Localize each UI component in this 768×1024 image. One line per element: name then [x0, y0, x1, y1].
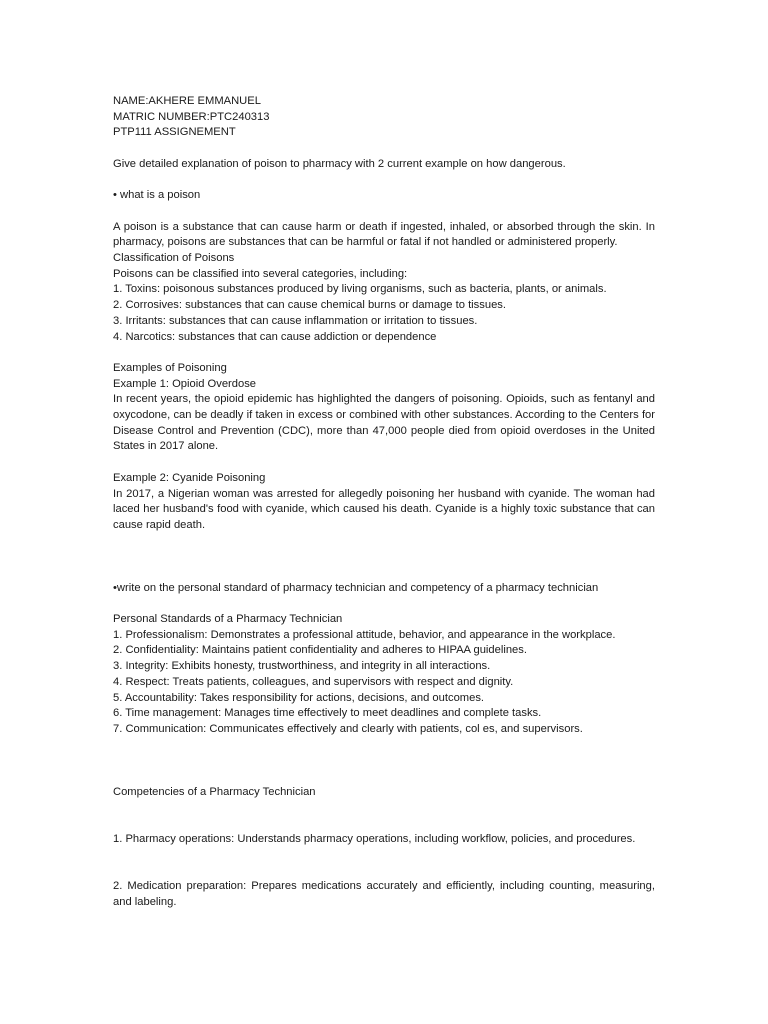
example-2-title: Example 2: Cyanide Poisoning [113, 471, 266, 484]
standards-item: 7. Communication: Communicates effectively and clearly with patients, col es, and supervisors. [113, 722, 583, 735]
standards-item: 2. Confidentiality: Maintains patient confidentiality and adheres to HIPAA guidelines. [113, 644, 527, 657]
bullet-personal-standards: •write on the personal standard of pharmacy technician and competency of a pharmacy technician [113, 581, 599, 594]
standards-item: 1. Professionalism: Demonstrates a professional attitude, behavior, and appearance in the workplace. [113, 628, 616, 641]
competency-item: 2. Medication preparation: Prepares medications accurately and efficiently, including counting, measuring, and labeling. [113, 879, 655, 908]
student-name: NAME:AKHERE EMMANUEL [113, 95, 261, 107]
example-1-text: In recent years, the opioid epidemic has highlighted the dangers of poisoning. Opioids, such as fentanyl and oxycodone, can be deadly if taken in excess or combined with other substances. According to the Centers for Disease Control and Prevention (CDC), more than 47,000 people died from opioid overdoses in the United States in 2017 alone. [113, 393, 655, 453]
competencies-heading: Competencies of a Pharmacy Technician [113, 785, 316, 798]
classification-item: 2. Corrosives: substances that can cause chemical burns or damage to tissues. [113, 299, 506, 312]
classification-intro: Poisons can be classified into several categories, including: [113, 267, 408, 280]
standards-item: 6. Time management: Manages time effectively to meet deadlines and complete tasks. [113, 707, 542, 720]
classification-item: 3. Irritants: substances that can cause inflammation or irritation to tissues. [113, 314, 478, 327]
bullet-what-is-poison: • what is a poison [113, 189, 201, 202]
assignment-title: PTP111 ASSIGNEMENT [113, 126, 236, 139]
document-page [113, 94, 655, 910]
classification-item: 4. Narcotics: substances that can cause addiction or dependence [113, 330, 437, 343]
poison-definition: A poison is a substance that can cause harm or death if ingested, inhaled, or absorbed through the skin. In pharmacy, poisons are substances that can be harmful or fatal if not handled or administered properly. [113, 220, 655, 249]
standards-item: 4. Respect: Treats patients, colleagues, and supervisors with respect and dignity. [113, 675, 514, 688]
example-1-title: Example 1: Opioid Overdose [113, 377, 257, 390]
classification-heading: Classification of Poisons [113, 251, 235, 264]
example-2-text: In 2017, a Nigerian woman was arrested for allegedly poisoning her husband with cyanide. The woman had laced her husband's food with cyanide, which caused his death. Cyanide is a highly toxic substance that can cause rapid death. [113, 487, 655, 531]
question-text: Give detailed explanation of poison to pharmacy with 2 current example on how dangerous. [113, 157, 566, 170]
standards-heading: Personal Standards of a Pharmacy Technician [113, 613, 343, 625]
classification-item: 1. Toxins: poisonous substances produced by living organisms, such as bacteria, plants, or animals. [113, 283, 607, 296]
competency-item: 1. Pharmacy operations: Understands pharmacy operations, including workflow, policies, and procedures. [113, 832, 636, 845]
examples-heading: Examples of Poisoning [113, 361, 227, 374]
standards-item: 3. Integrity: Exhibits honesty, trustworthiness, and integrity in all interactions. [113, 660, 491, 673]
matric-number: MATRIC NUMBER:PTC240313 [113, 110, 270, 123]
standards-item: 5. Accountability: Takes responsibility for actions, decisions, and outcomes. [113, 691, 485, 704]
